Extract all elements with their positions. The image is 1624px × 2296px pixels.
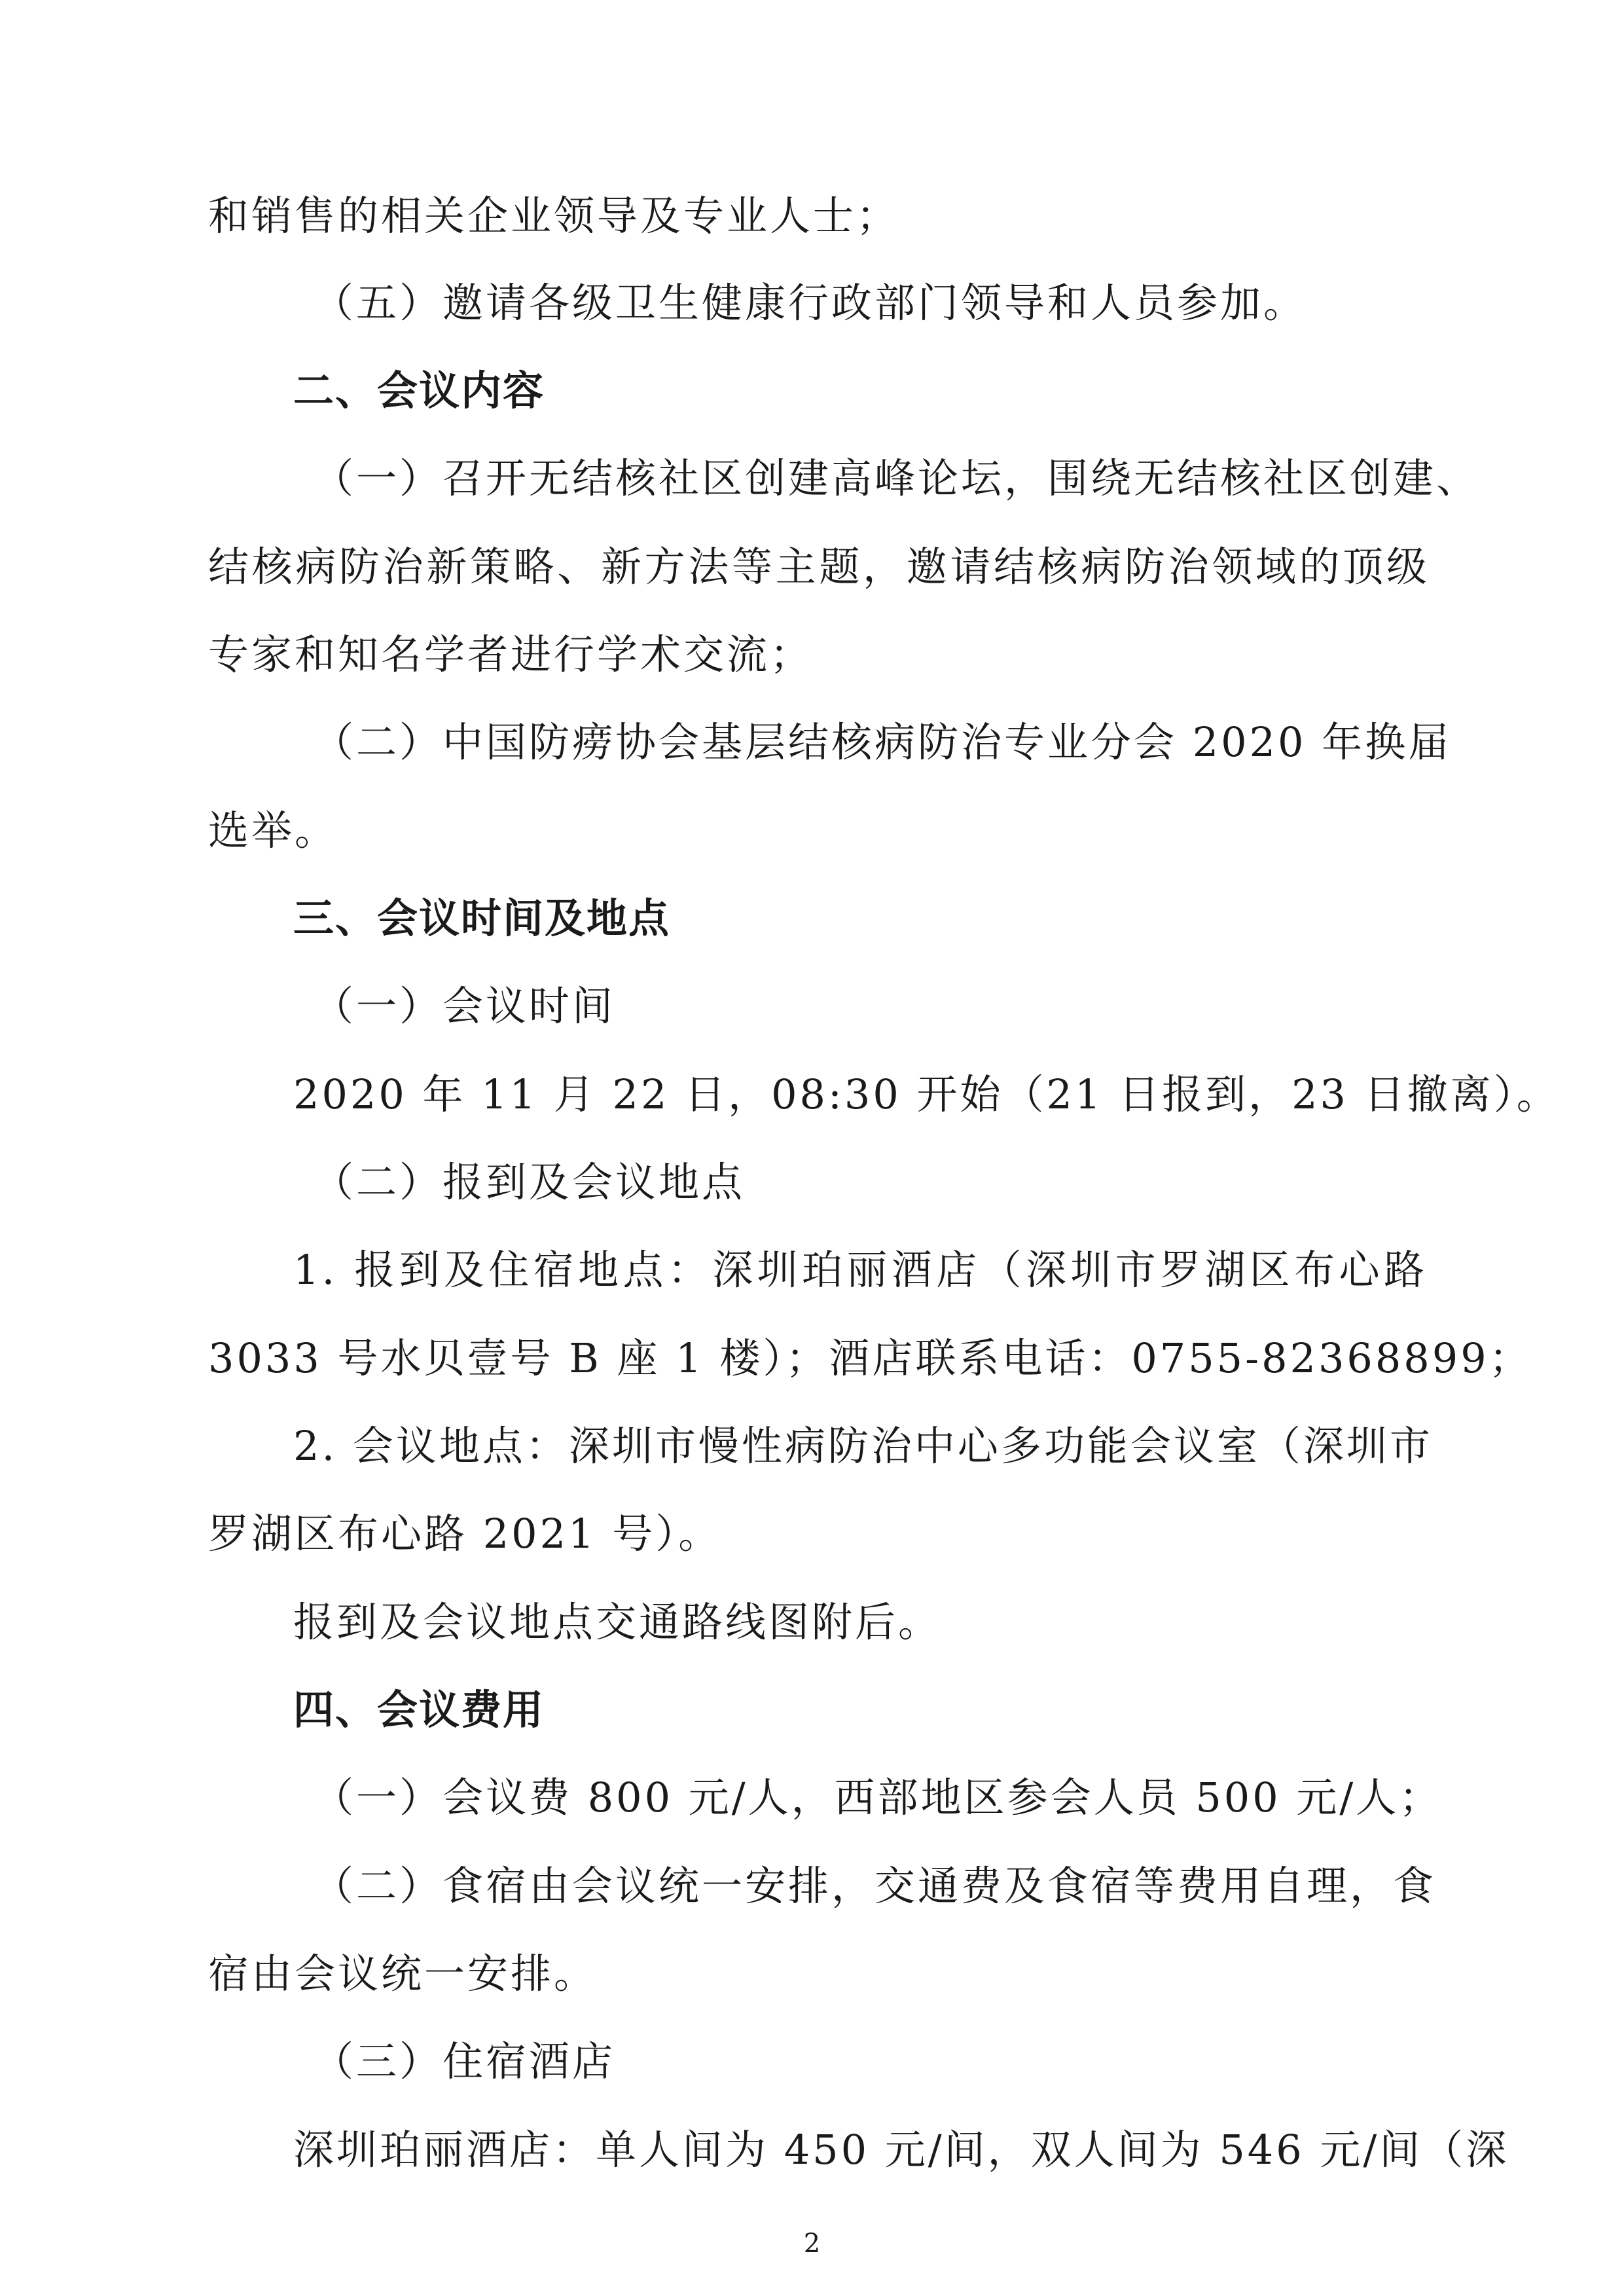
text-line: 2020 年 11 月 22 日，08:30 开始（21 日报到，23 日撤离）。 <box>293 1070 1560 1118</box>
section-heading: 三、会议时间及地点 <box>293 894 671 942</box>
text-line: 选举。 <box>208 807 338 854</box>
section-heading: 二、会议内容 <box>293 367 545 414</box>
text-line: （五）邀请各级卫生健康行政部门领导和人员参加。 <box>313 279 1307 327</box>
text-line: （一）会议时间 <box>313 982 616 1030</box>
text-line: （二）报到及会议地点 <box>313 1158 746 1206</box>
text-line: 专家和知名学者进行学术交流； <box>208 630 814 678</box>
page-number: 2 <box>803 2229 821 2259</box>
text-line: （一）会议费 800 元/人，西部地区参会人员 500 元/人； <box>313 1774 1443 1821</box>
text-line: 和销售的相关企业领导及专业人士； <box>208 192 900 240</box>
text-line: （二）食宿由会议统一安排，交通费及食宿等费用自理，食 <box>313 1862 1437 1910</box>
text-line: 2. 会议地点：深圳市慢性病防治中心多功能会议室（深圳市 <box>293 1422 1433 1470</box>
text-line: 1. 报到及住宿地点：深圳珀丽酒店（深圳市罗湖区布心路 <box>293 1246 1427 1294</box>
text-line: 宿由会议统一安排。 <box>208 1950 598 1997</box>
text-line: （二）中国防痨协会基层结核病防治专业分会 2020 年换届 <box>313 718 1452 766</box>
text-line: （三）住宿酒店 <box>313 2037 616 2085</box>
section-heading: 四、会议费用 <box>293 1686 545 1734</box>
text-line: 结核病防治新策略、新方法等主题，邀请结核病防治领域的顶级 <box>208 543 1430 591</box>
text-line: 报到及会议地点交通路线图附后。 <box>293 1598 942 1646</box>
text-line: 深圳珀丽酒店：单人间为 450 元/间，双人间为 546 元/间（深 <box>293 2126 1509 2174</box>
text-line: 3033 号水贝壹号 B 座 1 楼）；酒店联系电话：0755-82368899； <box>208 1334 1532 1382</box>
text-line: 罗湖区布心路 2021 号）。 <box>208 1510 722 1558</box>
text-line: （一）召开无结核社区创建高峰论坛，围绕无结核社区创建、 <box>313 454 1480 502</box>
